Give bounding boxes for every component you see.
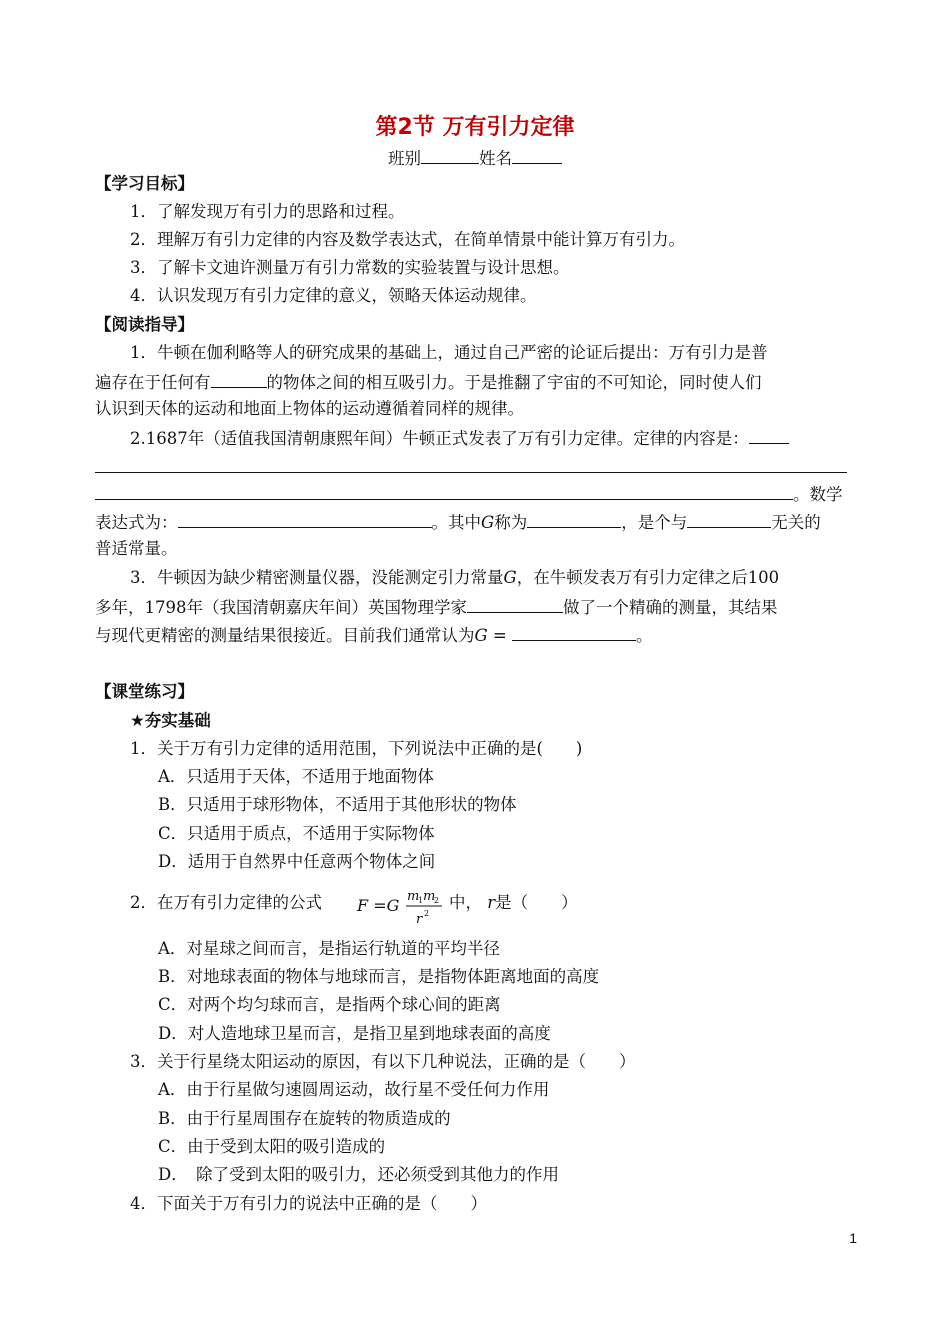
reading-p2-line3: 。数学 bbox=[95, 483, 843, 505]
option-item[interactable]: C．对两个均匀球而言，是指两个球心间的距离 bbox=[158, 995, 501, 1014]
reading-p1-line2: 遍存在于任何有 的物体之间的相互吸引力。于是推翻了宇宙的不可知论，同时使人们 bbox=[95, 373, 762, 392]
option-item[interactable]: D． 除了受到太阳的吸引力，还必须受到其他力的作用 bbox=[158, 1165, 559, 1184]
formula-m2: m bbox=[423, 889, 436, 904]
blank-independent[interactable] bbox=[687, 511, 771, 528]
reading-p1-line3: 认识到天体的运动和地面上物体的运动遵循着同样的规律。 bbox=[95, 399, 524, 418]
gravity-formula bbox=[355, 884, 445, 928]
formula-lhs: F =G bbox=[357, 896, 400, 915]
practice-heading: 【课堂练习】 bbox=[95, 682, 194, 701]
reading-p3-line3: 与现代更精密的测量结果很接近。目前我们通常认为G = 。 bbox=[95, 626, 653, 645]
question-stem: 1．关于万有引力定律的适用范围，下列说法中正确的是( ) bbox=[130, 739, 583, 758]
question-stem: 3．关于行星绕太阳运动的原因，有以下几种说法，正确的是（ ） bbox=[130, 1052, 636, 1071]
formula-m1: m bbox=[407, 889, 420, 904]
blank-g-value[interactable] bbox=[512, 624, 636, 641]
objective-item: 1．了解发现万有引力的思路和过程。 bbox=[130, 202, 405, 221]
class-name-line bbox=[0, 145, 950, 169]
formula-sub1: 1 bbox=[418, 896, 424, 905]
option-item[interactable]: C．只适用于质点，不适用于实际物体 bbox=[158, 824, 435, 843]
objective-item: 4．认识发现万有引力定律的意义，领略天体运动规律。 bbox=[130, 286, 537, 305]
name-label: 姓名 bbox=[479, 149, 512, 168]
reading-p2-line5: 普适常量。 bbox=[95, 539, 178, 558]
page-number: 1 bbox=[849, 1230, 857, 1246]
blank-expression[interactable] bbox=[178, 511, 432, 528]
option-item[interactable]: A．只适用于天体，不适用于地面物体 bbox=[158, 767, 434, 786]
option-item[interactable]: A．由于行星做匀速圆周运动，故行星不受任何力作用 bbox=[158, 1080, 550, 1099]
objectives-heading: 【学习目标】 bbox=[95, 174, 194, 193]
blank-g-name[interactable] bbox=[527, 511, 621, 528]
option-item[interactable]: D．适用于自然界中任意两个物体之间 bbox=[158, 852, 436, 871]
page-title: 第2节 万有引力定律 bbox=[375, 115, 575, 140]
answer-line[interactable] bbox=[95, 472, 847, 473]
option-item[interactable]: D．对人造地球卫星而言，是指卫星到地球表面的高度 bbox=[158, 1024, 551, 1043]
name-blank[interactable] bbox=[512, 147, 562, 164]
reading-p2-line4: 表达式为： 。其中G称为 ，是个与 无关的 bbox=[95, 513, 821, 532]
option-item[interactable]: B．只适用于球形物体，不适用于其他形状的物体 bbox=[158, 795, 517, 814]
practice-subheading: ★夯实基础 bbox=[130, 711, 211, 730]
question-stem: 2．在万有引力定律的公式 bbox=[130, 893, 322, 912]
reading-p3-line2: 多年，1798年（我国清朝嘉庆年间）英国物理学家 做了一个精确的测量，其结果 bbox=[95, 598, 778, 617]
option-item[interactable]: B．由于行星周围存在旋转的物质造成的 bbox=[158, 1109, 451, 1128]
answer-line-2[interactable] bbox=[95, 483, 793, 500]
option-item[interactable]: C．由于受到太阳的吸引造成的 bbox=[158, 1137, 386, 1156]
formula-sub2: 2 bbox=[434, 896, 440, 905]
reading-heading: 【阅读指导】 bbox=[95, 315, 194, 334]
blank-mass[interactable] bbox=[211, 371, 267, 388]
objective-item: 3．了解卡文迪许测量万有引力常数的实验装置与设计思想。 bbox=[130, 258, 570, 277]
objective-item: 2．理解万有引力定律的内容及数学表达式，在简单情景中能计算万有引力。 bbox=[130, 230, 685, 249]
class-label: 班别 bbox=[388, 149, 421, 168]
formula-sup: 2 bbox=[424, 909, 430, 918]
reading-p2-line1: 2.1687年（适值我国清朝康熙年间）牛顿正式发表了万有引力定律。定律的内容是： bbox=[130, 427, 789, 449]
reading-p3-line1: 3．牛顿因为缺少精密测量仪器，没能测定引力常量G，在牛顿发表万有引力定律之后100 bbox=[130, 568, 780, 587]
question-stem: 4．下面关于万有引力的说法中正确的是（ ） bbox=[130, 1194, 487, 1213]
reading-p1-line1: 1．牛顿在伽利略等人的研究成果的基础上，通过自己严密的论证后提出：万有引力是普 bbox=[130, 343, 768, 362]
formula-r: r bbox=[416, 912, 423, 927]
class-blank[interactable] bbox=[421, 147, 479, 164]
blank-physicist[interactable] bbox=[467, 596, 563, 613]
option-item[interactable]: B．对地球表面的物体与地球而言，是指物体距离地面的高度 bbox=[158, 967, 600, 986]
option-item[interactable]: A．对星球之间而言，是指运行轨道的平均半径 bbox=[158, 939, 500, 958]
question-stem-tail: 中， r是（ ） bbox=[449, 893, 578, 912]
blank-law-content[interactable] bbox=[749, 427, 789, 444]
